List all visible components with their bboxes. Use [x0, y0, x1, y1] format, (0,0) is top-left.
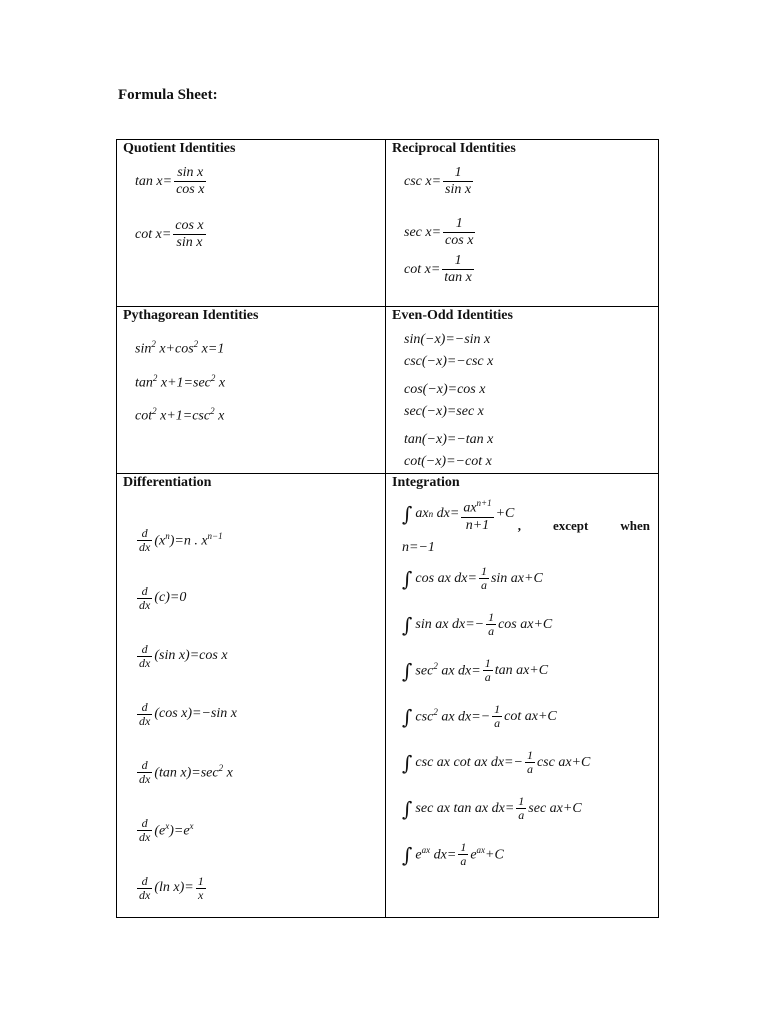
integral-formula: ∫ $\csc^2$ ax dx=− $\frac{1}{a}$ cot ax+C [402, 702, 557, 731]
formula: $\sin^2 x+\cos^2$ x=1 [135, 339, 225, 357]
integration-cell [386, 474, 659, 918]
section-heading: Differentiation [123, 475, 212, 490]
formula: tan(−x)=−tan x [404, 432, 494, 447]
formula: sec(−x)=sec x [404, 404, 484, 419]
derivative-formula: $\frac{d}{dx}$ (ln x)= $\frac{1}{x}$ [139, 873, 204, 902]
d-dx-fraction: $\frac{d}{dx}$ [139, 699, 151, 728]
formula: cot x= $\frac{1}{\text{tan x}}$ [404, 253, 472, 285]
d-dx-fraction: $\frac{d}{dx}$ [139, 757, 151, 786]
formula-table [116, 139, 659, 918]
derivative-formula: $\frac{d}{dx}$ $(x^n)=n$ . $x^{n-1}$ [139, 525, 223, 554]
section-heading: Quotient Identities [123, 141, 236, 156]
derivative-formula: $\frac{d}{dx}$ (tan $x)=\sec^2$ x [139, 757, 233, 786]
evenodd-cell [386, 307, 659, 474]
formula-list [404, 329, 652, 473]
formula: cot x= $\frac{\text{cos x}}{\text{sin x}}$ [135, 218, 204, 250]
d-dx-fraction: $\frac{d}{dx}$ [139, 525, 151, 554]
formula: cot(−x)=−cot x [404, 454, 492, 469]
formula-list [135, 511, 379, 917]
formula: $\cot^2 x+1=\csc^2$ x [135, 406, 225, 424]
formula: sin(−x)=−sin x [404, 332, 491, 347]
quotient-cell [117, 140, 386, 307]
formula: sec x= $\frac{1}{\text{cos x}}$ [404, 216, 474, 248]
section-heading: Even-Odd Identities [392, 308, 513, 323]
integral-formula: ∫ $\sec^2$ ax dx= $\frac{1}{a}$ tan ax+C [402, 656, 549, 685]
formula-list [402, 556, 652, 878]
integral-formula: ∫ sec ax tan ax dx= $\frac{1}{a}$ sec ax+C [402, 794, 582, 823]
derivative-formula: $\frac{d}{dx}$ (c)=0 [139, 583, 187, 612]
formula: csc(−x)=−csc x [404, 354, 494, 369]
reciprocal-cell [386, 140, 659, 307]
derivative-formula: $\frac{d}{dx}$ (sin x)=cos x [139, 641, 228, 670]
derivative-formula: $\frac{d}{dx}$ (cos x)=−sin x [139, 699, 237, 728]
formula-list [135, 330, 379, 431]
integral-formula: ∫ cos ax dx= $\frac{1}{a}$ sin ax+C [402, 564, 543, 593]
section-heading: Integration [392, 475, 460, 490]
formula: ∫ ax n dx= $\frac{ax^{n+1}}{n+1}$ +C , except when n=−1 [402, 495, 652, 556]
d-dx-fraction: $\frac{d}{dx}$ [139, 641, 151, 670]
integral-formula: ∫ csc ax cot ax dx=− $\frac{1}{a}$ csc ax+C [402, 748, 591, 777]
formula: cos(−x)=cos x [404, 382, 486, 397]
section-heading: Reciprocal Identities [392, 141, 516, 156]
derivative-formula: $\frac{d}{dx}$ $(e^x)=e^x$ [139, 815, 194, 844]
pythagorean-cell [117, 307, 386, 474]
section-heading: Pythagorean Identities [123, 308, 259, 323]
formula: $\tan^2 x+1=\sec^2$ x [135, 372, 226, 391]
integral-symbol: ∫ [402, 502, 413, 527]
integral-formula: ∫ sin ax dx=− $\frac{1}{a}$ cos ax+C [402, 610, 553, 639]
formula: csc x= $\frac{1}{\text{sin x}}$ [404, 165, 472, 197]
integral-formula: ∫ $e^{ax}$ dx= $\frac{1}{a}$ $e^{ax}+C$ [402, 840, 504, 869]
formula: tan x= $\frac{\text{sin x}}{\text{cos x}}$ [135, 165, 205, 197]
differentiation-cell [117, 474, 386, 918]
d-dx-fraction: $\frac{d}{dx}$ [139, 873, 151, 902]
page-title: Formula Sheet: [118, 87, 218, 103]
d-dx-fraction: $\frac{d}{dx}$ [139, 815, 151, 844]
d-dx-fraction: $\frac{d}{dx}$ [139, 583, 151, 612]
